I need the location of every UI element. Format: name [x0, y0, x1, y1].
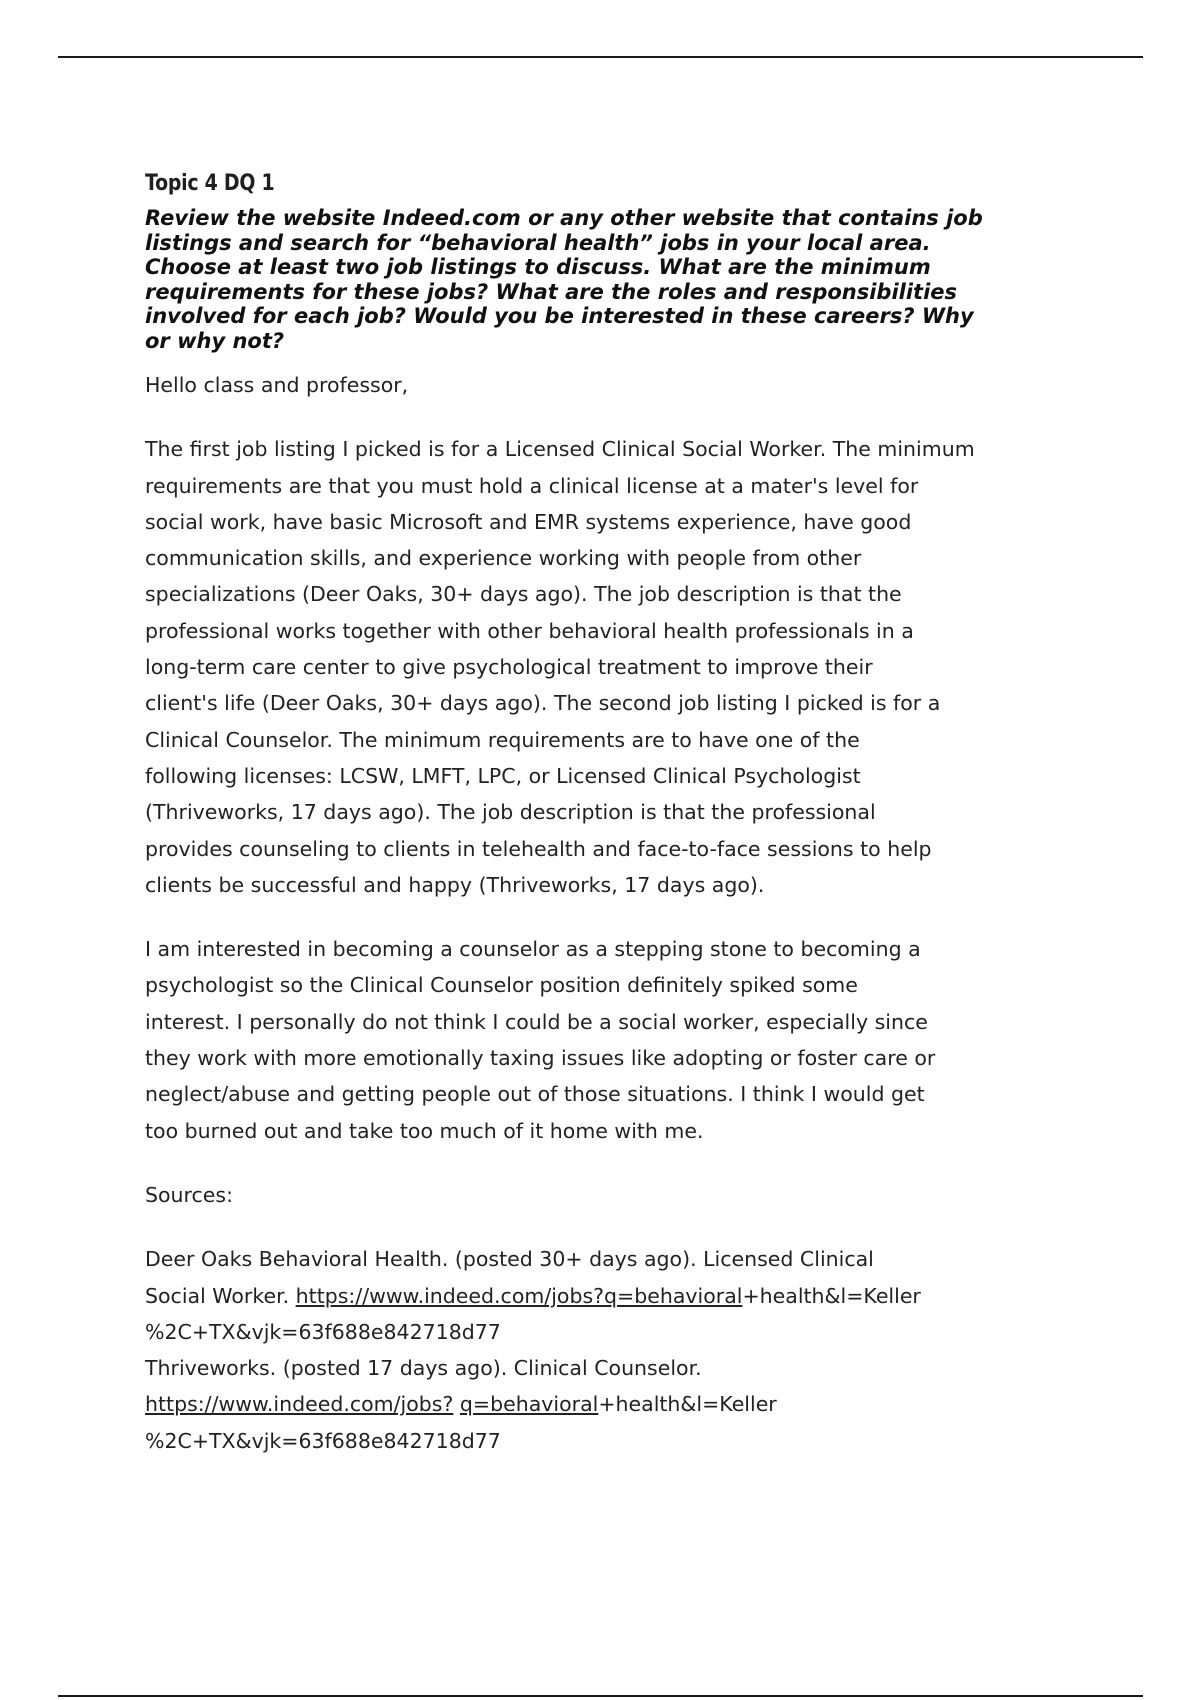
paragraph-line: communication skills, and experience working with people from other — [145, 546, 862, 571]
paragraph-line: Clinical Counselor. The minimum requirements are to have one of the — [145, 727, 860, 752]
source-2-line — [145, 1386, 1085, 1422]
paragraph-line: they work with more emotionally taxing issues like adopting or foster care or — [145, 1046, 936, 1071]
top-rule — [58, 56, 1143, 58]
prompt-line: or why not? — [145, 328, 285, 353]
paragraph-line: neglect/abuse and getting people out of those situations. I think I would get — [145, 1082, 925, 1107]
prompt-line: Review the website Indeed.com or any other website that contains job — [145, 206, 983, 230]
greeting: Hello class and professor, — [145, 373, 409, 397]
paragraph-line: social work, have basic Microsoft and EMR systems experience, have good — [145, 509, 912, 534]
discussion-prompt — [145, 206, 1085, 353]
document-page — [145, 168, 1085, 1459]
bottom-rule — [58, 1695, 1143, 1697]
source-1-text: Social Worker. — [145, 1283, 296, 1308]
paragraph-line: professional works together with other behavioral health professionals in a — [145, 618, 914, 643]
sources-heading: Sources: — [145, 1182, 233, 1207]
paragraph-interest — [145, 931, 1085, 1149]
paragraph-line: long-term care center to give psychological treatment to improve their — [145, 655, 873, 680]
paragraph-line: clients be successful and happy (Thriveworks, 17 days ago). — [145, 872, 765, 897]
paragraph-line: requirements are that you must hold a clinical license at a mater's level for — [145, 473, 919, 498]
source-1-line — [145, 1278, 1085, 1314]
sources-list — [145, 1241, 1085, 1459]
paragraph-line: (Thriveworks, 17 days ago). The job description is that the professional — [145, 800, 876, 825]
paragraph-line: too burned out and take too much of it home with me. — [145, 1118, 704, 1143]
source-2-line: %2C+TX&vjk=63f688e842718d77 — [145, 1428, 501, 1453]
paragraph-line: interest. I personally do not think I could be a social worker, especially since — [145, 1009, 928, 1034]
source-1-link[interactable]: https://www.indeed.com/jobs?q=behavioral — [295, 1283, 743, 1308]
page-title: Topic 4 DQ 1 — [145, 171, 275, 196]
source-2-line: Thriveworks. (posted 17 days ago). Clinical Counselor. — [145, 1356, 702, 1381]
prompt-line: requirements for these jobs? What are the roles and responsibilities — [145, 279, 958, 304]
prompt-line: Choose at least two job listings to discuss. What are the minimum — [145, 255, 931, 279]
paragraph-line: psychologist so the Clinical Counselor position definitely spiked some — [145, 973, 858, 998]
response-body — [145, 367, 1085, 1459]
source-2-link-query[interactable]: q=behavioral — [459, 1392, 599, 1417]
prompt-line: involved for each job? Would you be interested in these careers? Why — [145, 304, 974, 328]
prompt-line: listings and search for “behavioral health” jobs in your local area. — [145, 230, 931, 255]
paragraph-line: specializations (Deer Oaks, 30+ days ago). The job description is that the — [145, 582, 902, 607]
paragraph-line: client's life (Deer Oaks, 30+ days ago). The second job listing I picked is for a — [145, 691, 941, 716]
source-1-line: Deer Oaks Behavioral Health. (posted 30+ days ago). Licensed Clinical — [145, 1247, 874, 1272]
paragraph-line: I am interested in becoming a counselor as a stepping stone to becoming a — [145, 937, 921, 962]
paragraph-line: following licenses: LCSW, LMFT, LPC, or Licensed Clinical Psychologist — [145, 763, 861, 788]
source-1-line: %2C+TX&vjk=63f688e842718d77 — [145, 1319, 501, 1344]
paragraph-line: provides counseling to clients in telehealth and face-to-face sessions to help — [145, 836, 932, 861]
source-2-url-continuation: +health&l=Keller — [598, 1392, 777, 1417]
source-1-url-continuation: +health&l=Keller — [742, 1283, 921, 1308]
paragraph-job-listings — [145, 431, 1085, 903]
source-2-link[interactable]: https://www.indeed.com/jobs? — [145, 1392, 454, 1417]
paragraph-line: The first job listing I picked is for a Licensed Clinical Social Worker. The minimum — [145, 437, 975, 462]
